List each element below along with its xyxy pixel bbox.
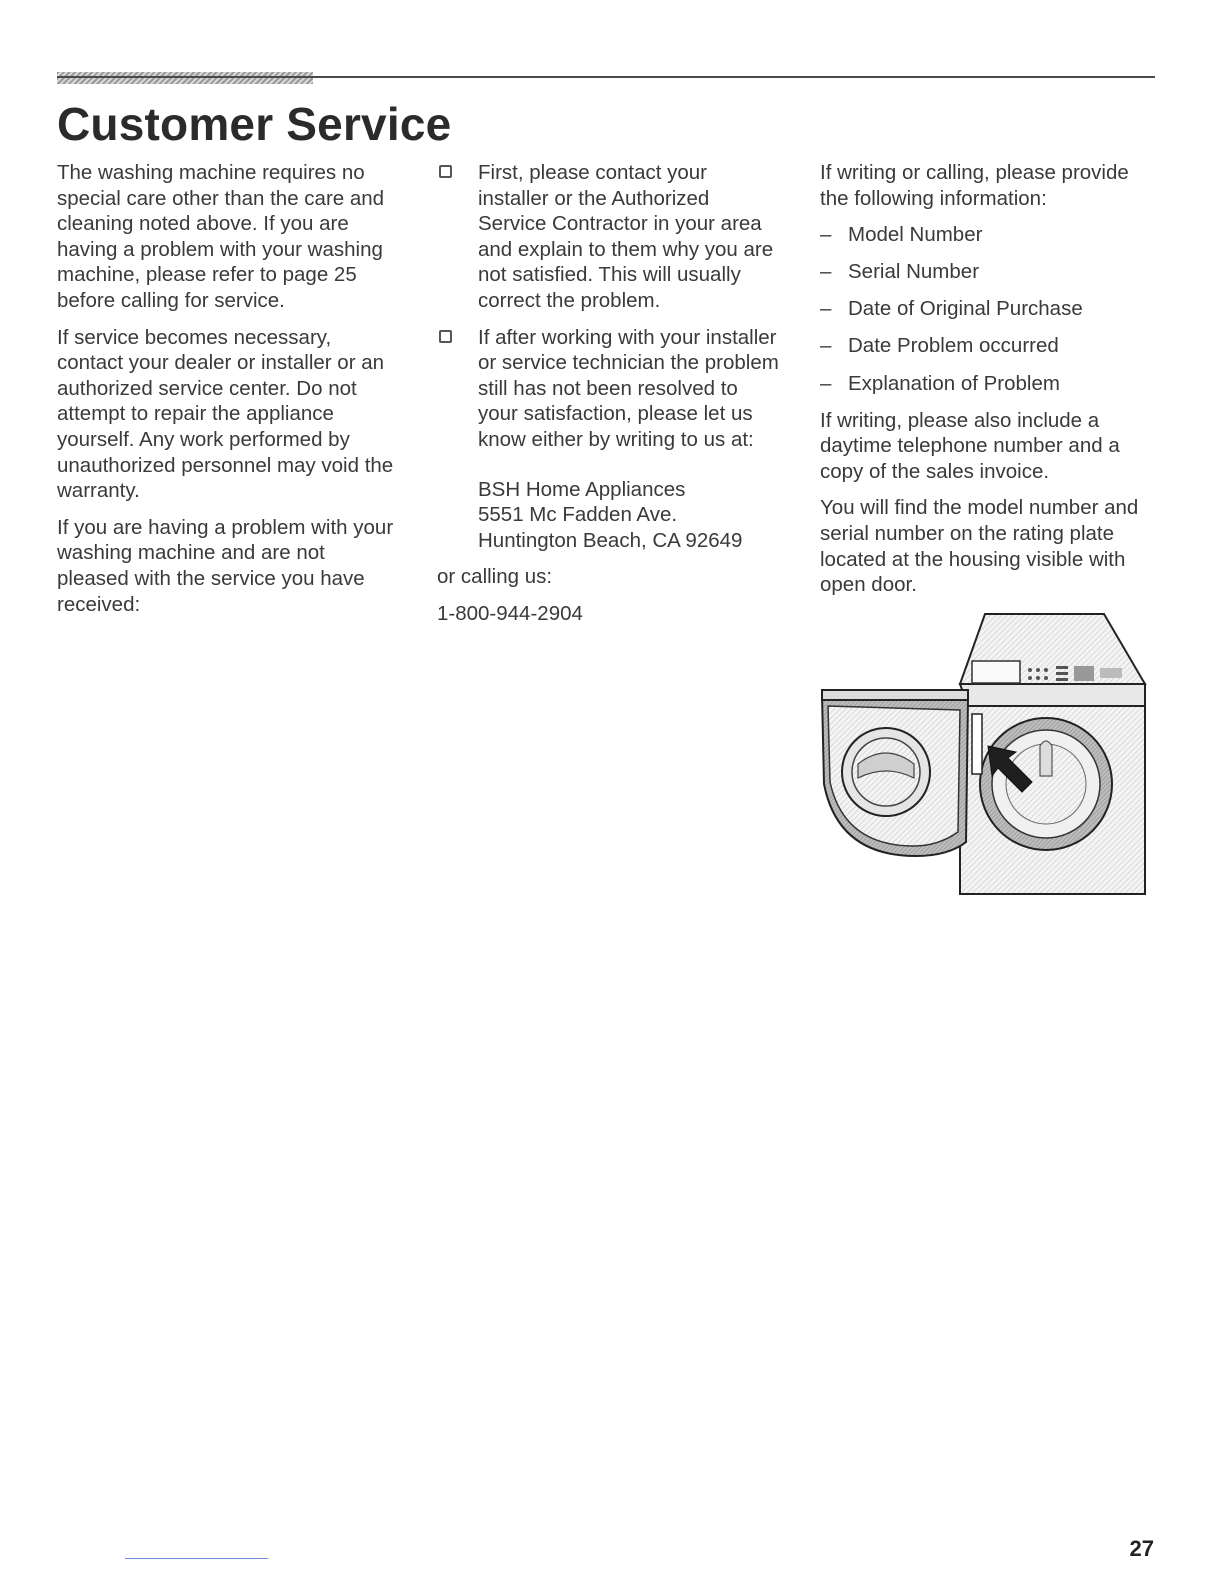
- intro-paragraph: The washing machine requires no special care other than the care and cleaning noted above. If you are having a problem with your washing machine, please refer to page 25 before calling for service.: [57, 161, 385, 312]
- checklist-text: First, please contact your installer or the Authorized Service Contractor in your area and explain to them why you are not satisfied. This will usually correct the problem.: [478, 161, 774, 312]
- page-title: Customer Service: [57, 98, 452, 150]
- list-item: – Date of Original Purchase: [820, 297, 1083, 321]
- calling-text: or calling us:: [437, 565, 553, 589]
- header-rule: [57, 76, 1155, 78]
- column-intro: [57, 160, 402, 628]
- washing-machine-drawing: [818, 606, 1154, 898]
- problem-paragraph: If you are having a problem with your washing machine and are not pleased with the service you have received:: [57, 515, 394, 616]
- service-paragraph: If service becomes necessary, contact your dealer or installer or an authorized service center. Do not attempt to repair the appliance yourself. Any work performed by unauthorized personnel may void the warranty.: [57, 325, 394, 503]
- dash-icon: –: [820, 334, 832, 358]
- column-information: [820, 160, 1160, 609]
- dash-icon: –: [820, 223, 832, 247]
- list-item: – Model Number: [820, 223, 983, 247]
- header-accent-bar: [57, 72, 313, 84]
- dash-icon: –: [820, 260, 832, 284]
- info-list: [820, 222, 1160, 396]
- rating-plate-note: You will find the model number and serial number on the rating plate located at the housing visible with open door.: [820, 496, 1139, 597]
- address-line: Huntington Beach, CA 92649: [478, 528, 743, 552]
- washing-machine-illustration: [818, 606, 1154, 898]
- phone-number: 1-800-944-2904: [437, 601, 583, 625]
- dash-icon: –: [820, 297, 832, 321]
- checklist-text: If after working with your installer or service technician the problem still has not been resolved to your satisfaction, please let us know either by writing to us at:: [478, 325, 779, 451]
- checklist-item: [437, 325, 782, 453]
- list-item: – Explanation of Problem: [820, 371, 1060, 395]
- checklist-item: [437, 160, 782, 314]
- checkbox-icon: [439, 165, 452, 178]
- list-item: – Serial Number: [820, 260, 980, 284]
- address-line: BSH Home Appliances: [478, 477, 686, 501]
- address-line: 5551 Mc Fadden Ave.: [478, 503, 678, 527]
- mailing-address: [437, 477, 782, 554]
- writing-note: If writing, please also include a daytime telephone number and a copy of the sales invoice.: [820, 408, 1120, 483]
- checkbox-icon: [439, 330, 452, 343]
- info-intro: If writing or calling, please provide the following information:: [820, 161, 1129, 210]
- footer-line: [125, 1558, 268, 1559]
- dash-icon: –: [820, 371, 832, 395]
- column-contact: [437, 160, 782, 638]
- page-number: 27: [1129, 1536, 1154, 1561]
- list-item: – Date Problem occurred: [820, 334, 1059, 358]
